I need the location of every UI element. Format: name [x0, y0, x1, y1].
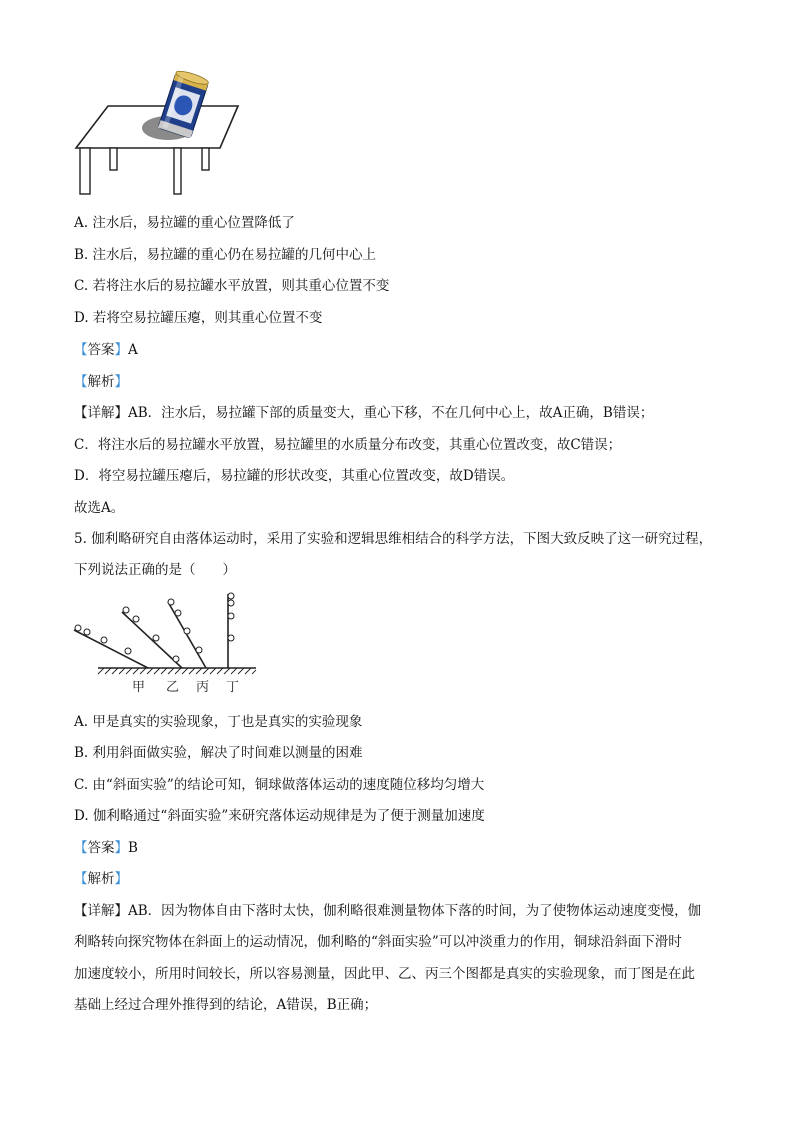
label-yi: 乙 [166, 680, 180, 695]
q5-stem-line: 下列说法正确的是（ ） [74, 562, 236, 578]
galileo-incline-figure [70, 588, 260, 698]
label-jia: 甲 [132, 680, 146, 695]
q5-detail-line: 加速度较小，所用时间较长，所以容易测量，因此甲、乙、丙三个图都是真实的实验现象，而丁图是在此 [74, 966, 695, 982]
table-leg [202, 148, 209, 170]
q4-analysis-heading: 【解析】 [74, 374, 128, 390]
q5-option-d: D. 伽利略通过“斜面实验”来研究落体运动规律是为了便于测量加速度 [74, 808, 485, 824]
q5-detail: 【详解】AB．因为物体自由下落时太快，伽利略很难测量物体下落的时间，为了使物体运动速度变慢，伽 [74, 903, 702, 919]
q5-stem-line: 5. 伽利略研究自由落体运动时，采用了实验和逻辑思维相结合的科学方法，下图大致反映了这一研究过程， [74, 531, 713, 547]
answer-label: 答案 [87, 342, 115, 358]
detail-text: AB．注水后，易拉罐下部的质量变大，重心下移，不在几何中心上，故A正确，B错误； [128, 405, 654, 421]
label-bing: 丙 [196, 680, 210, 695]
q5-option-c: C. 由“斜面实验”的结论可知，铜球做落体运动的速度随位移均匀增大 [74, 777, 485, 793]
q4-option-d: D. 若将空易拉罐压瘪，则其重心位置不变 [74, 310, 323, 326]
q5-option-b: B. 利用斜面做实验，解决了时间难以测量的困难 [74, 745, 363, 761]
answer-value: A [128, 342, 138, 358]
q4-detail: 【详解】AB．注水后，易拉罐下部的质量变大，重心下移，不在几何中心上，故A正确，B错误； [74, 405, 654, 421]
q4-option-a: A. 注水后，易拉罐的重心位置降低了 [74, 215, 295, 231]
analysis-label: 解析 [87, 374, 115, 390]
q5-detail-line: 利略转向探究物体在斜面上的运动情况，伽利略的“斜面实验”可以冲淡重力的作用，铜球沿斜面下滑时 [74, 934, 682, 950]
q4-option-c: C. 若将注水后的易拉罐水平放置，则其重心位置不变 [74, 278, 390, 294]
detail-label: 详解 [87, 903, 115, 919]
detail-text: AB．因为物体自由下落时太快，伽利略很难测量物体下落的时间，为了使物体运动速度变慢，伽 [128, 903, 702, 919]
q4-detail-line: D．将空易拉罐压瘪后，易拉罐的形状改变，其重心位置改变，故D错误。 [74, 468, 515, 484]
q5-answer: 【答案】B [74, 840, 138, 856]
q4-answer: 【答案】A [74, 342, 138, 358]
can-on-table-figure [70, 68, 250, 198]
label-ding: 丁 [226, 680, 240, 695]
q5-detail-line: 基础上经过合理外推得到的结论，A错误，B正确； [74, 997, 378, 1013]
q5-analysis-heading: 【解析】 [74, 871, 128, 887]
detail-label: 详解 [87, 405, 115, 421]
table-leg [80, 148, 90, 194]
q4-option-b: B. 注水后，易拉罐的重心仍在易拉罐的几何中心上 [74, 247, 377, 263]
table-leg [110, 148, 117, 170]
q5-option-a: A. 甲是真实的实验现象，丁也是真实的实验现象 [74, 714, 363, 730]
incline-jia [74, 630, 148, 668]
answer-label: 答案 [87, 840, 115, 856]
analysis-label: 解析 [87, 871, 115, 887]
answer-value: B [128, 840, 138, 856]
q4-conclusion: 故选A。 [74, 500, 125, 516]
q4-detail-line: C．将注水后的易拉罐水平放置，易拉罐里的水质量分布改变，其重心位置改变，故C错误； [74, 437, 622, 453]
table-leg [174, 148, 181, 194]
